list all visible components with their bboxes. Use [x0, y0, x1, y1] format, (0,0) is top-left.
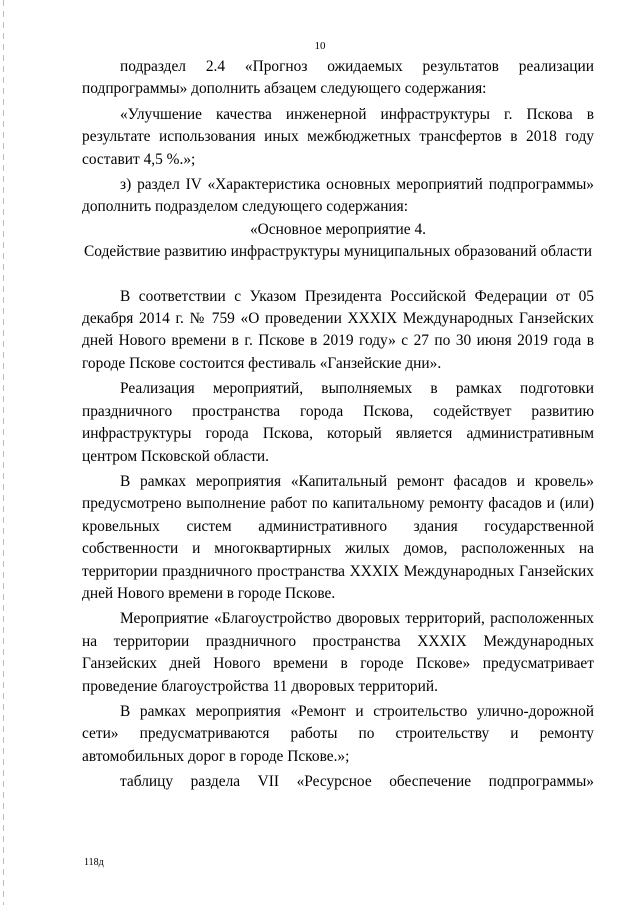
- heading-main-activity: «Основное мероприятие 4.: [249, 220, 427, 238]
- paragraph-festive-space: Реализация мероприятий, выполняемых в рамках подготовки праздничного пространства города Пскова, содействует развитию инфраструктуры города Пскова, который является административным центром Псковской области.: [82, 380, 594, 465]
- scan-edge: [3, 0, 4, 905]
- paragraph-yard-improvement: Мероприятие «Благоустройство дворовых территорий, расположенных на территории праздничного пространства XXXIX Международных Ганзейских дней Нового времени в городе Пскове» предусматривает проведение благоустройства 11 дворовых территорий.: [82, 610, 594, 695]
- paragraph-facade-repair: В рамках мероприятия «Капитальный ремонт фасадов и кровель» предусмотрено выполнение работ по капитальному ремонту фасадов и (или) кровельных систем административного здания государственной собственности и многоквартирных жилых домов, расположенных на территории праздничного пространства XXXIX Международных Ганзейских дней Нового времени в городе Пскове.: [82, 472, 594, 602]
- paragraph-forecast-subsection: подраздел 2.4 «Прогноз ожидаемых результатов реализации подпрограммы» дополнить абзацем следующего содержания:: [82, 58, 594, 98]
- paragraph-road-network: В рамках мероприятия «Ремонт и строительство улично-дорожной сети» предусматриваются работы по строительству и ремонту автомобильных дорог в городе Пскове.»;: [82, 702, 594, 765]
- page-number: 10: [314, 40, 326, 52]
- heading-infrastructure-support: Содействие развитию инфраструктуры муниципальных образований области: [84, 243, 592, 261]
- paragraph-resource-table: таблицу раздела VII «Ресурсное обеспечение подпрограммы»: [120, 773, 594, 791]
- paragraph-quote-infrastructure: «Улучшение качества инженерной инфраструктуры г. Пскова в результате использования иных межбюджетных трансфертов в 2018 году составит 4,5 %.»;: [82, 105, 594, 168]
- footer-code: 118д: [84, 857, 104, 868]
- paragraph-section-iv: з) раздел IV «Характеристика основных мероприятий подпрограммы» дополнить подразделом следующего содержания:: [82, 176, 594, 216]
- document-body: [82, 56, 594, 794]
- paragraph-hanseatic-decree: В соответствии с Указом Президента Российской Федерации от 05 декабря 2014 г. № 759 «О проведении XXXIX Международных Ганзейских дней Нового времени в г. Пскове в 2019 году» с 27 по 30 июня 2019 года в городе Пскове состоится фестиваль «Ганзейские дни».: [82, 287, 594, 372]
